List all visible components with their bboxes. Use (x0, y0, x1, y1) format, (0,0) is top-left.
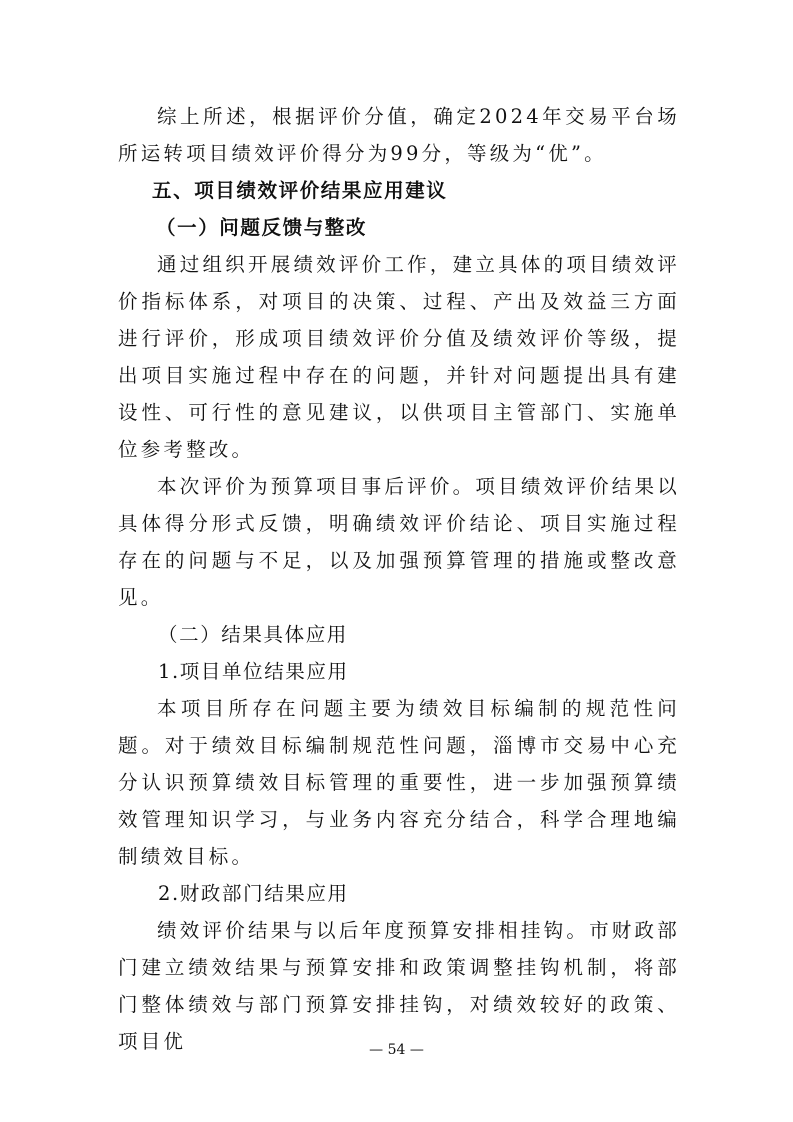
subsection-heading: （一）问题反馈与整改 (156, 216, 368, 239)
document-body (118, 98, 680, 1060)
paragraph-evaluation-type: 本次评价为预算项目事后评价。项目绩效评价结果以具体得分形式反馈，明确绩效评价结论、项目实施过程存在的问题与不足，以及加强预算管理的措施或整改意见。 (118, 475, 680, 609)
paragraph-summary: 综上所述，根据评价分值，确定2024年交易平台场所运转项目绩效评价得分为99分，等级为“优”。 (118, 105, 680, 165)
paragraph-unit-application: 本项目所存在问题主要为绩效目标编制的规范性问题。对于绩效目标编制规范性问题，淄博市交易中心充分认识预算绩效目标管理的重要性，进一步加强预算绩效管理知识学习，与业务内容充分结合，科学合理地编制绩效目标。 (118, 697, 680, 868)
item-heading: 1.项目单位结果应用 (158, 660, 349, 683)
paragraph-feedback: 通过组织开展绩效评价工作，建立具体的项目绩效评价指标体系，对项目的决策、过程、产出及效益三方面进行评价，形成项目绩效评价分值及绩效评价等级，提出项目实施过程中存在的问题，并针对问题提出具有建设性、可行性的意见建议，以供项目主管部门、实施单位参考整改。 (118, 253, 680, 461)
section-heading: 五、项目绩效评价结果应用建议 (152, 179, 448, 202)
paragraph-finance-application: 绩效评价结果与以后年度预算安排相挂钩。市财政部门建立绩效结果与预算安排和政策调整挂钩机制，将部门整体绩效与部门预算安排挂钩，对绩效较好的政策、项目优 (118, 919, 680, 1053)
page-number: — 54 — (369, 1042, 424, 1058)
item-heading: 2.财政部门结果应用 (158, 882, 349, 905)
subsection-heading: （二）结果具体应用 (158, 623, 348, 646)
